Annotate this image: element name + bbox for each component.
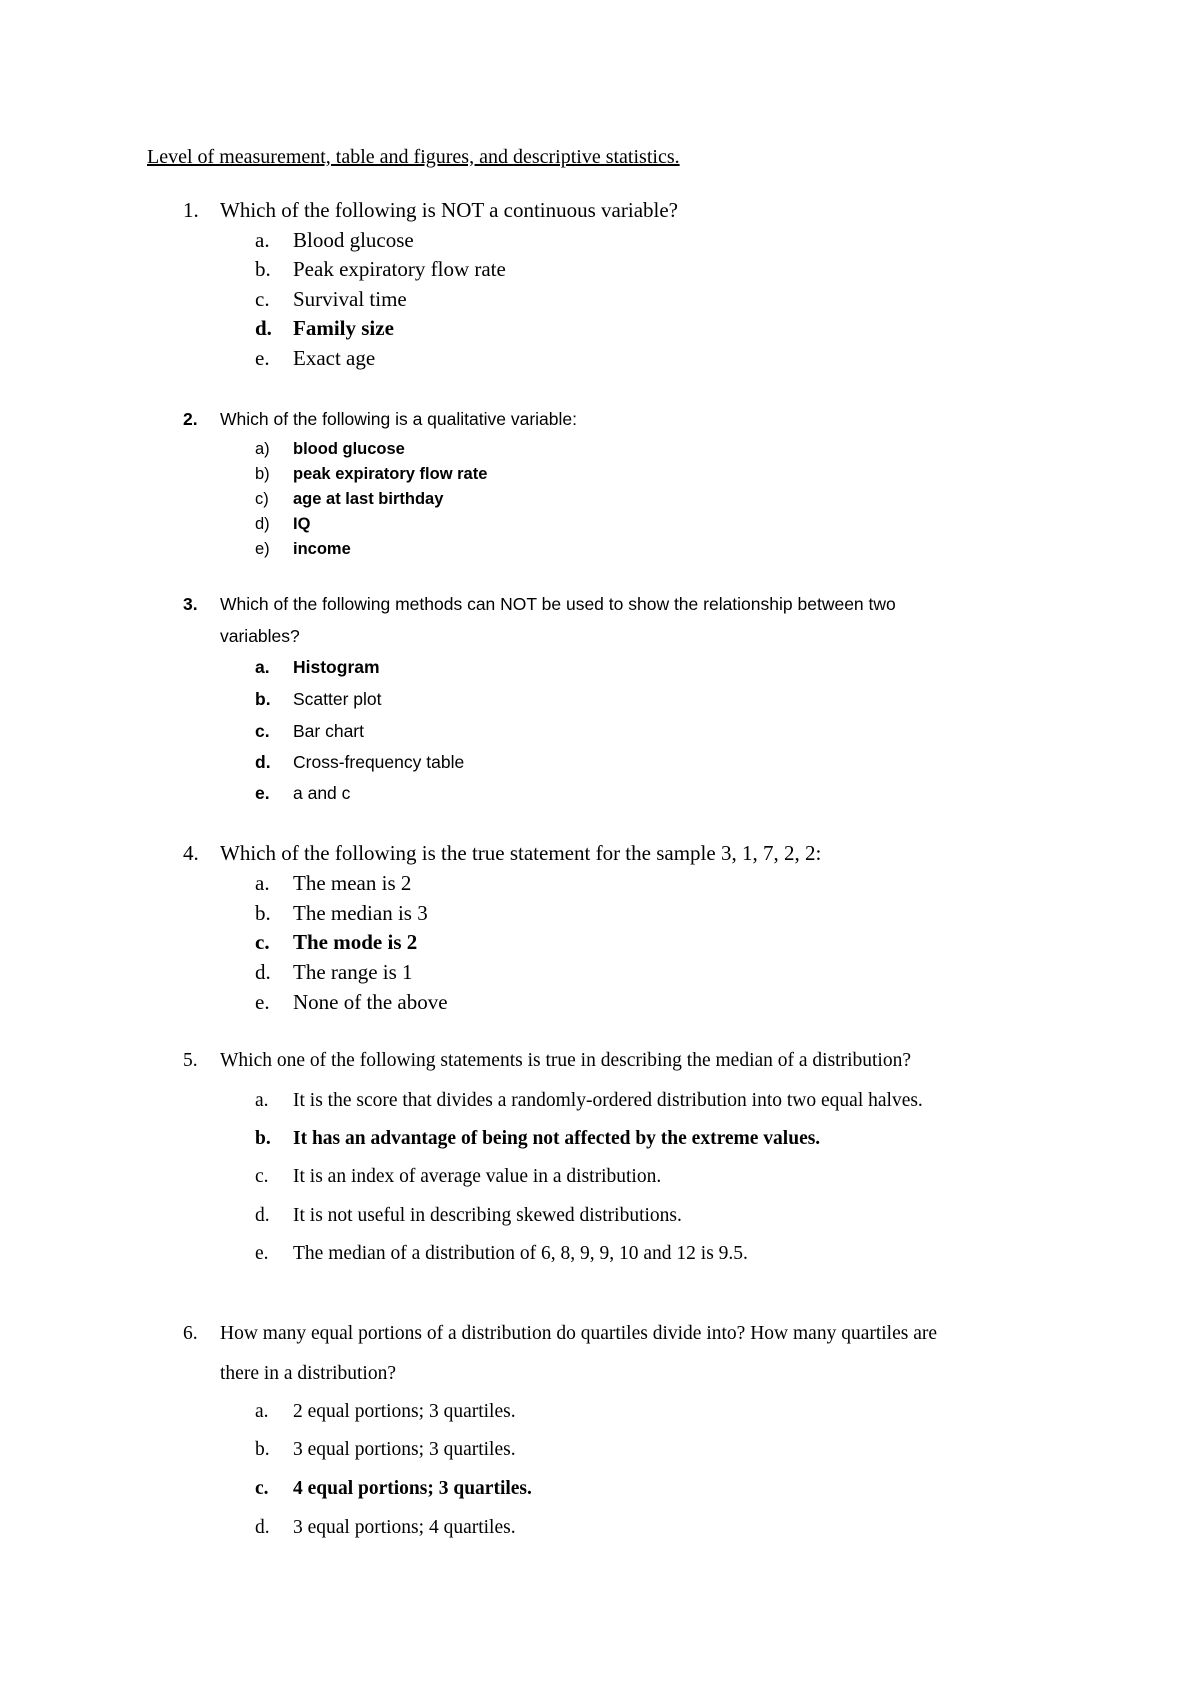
option-label: c) xyxy=(255,490,269,508)
option-label: c. xyxy=(255,287,270,311)
option-label: e. xyxy=(255,1243,269,1264)
question-text: Which of the following is NOT a continuous variable? xyxy=(220,198,679,222)
option-label: a. xyxy=(255,1401,269,1422)
option-text: The median is 3 xyxy=(293,901,428,925)
question-text-line-1: Which of the following methods can NOT be used to show the relationship between two xyxy=(220,594,896,614)
option-text-answer: Histogram xyxy=(293,657,380,677)
option-text: blood glucose xyxy=(293,440,405,458)
option-label: e) xyxy=(255,540,270,558)
option-label: b. xyxy=(255,1439,270,1460)
option-label: b. xyxy=(255,689,271,709)
option-text: Scatter plot xyxy=(293,689,382,709)
option-label: e. xyxy=(255,990,270,1014)
option-label: b) xyxy=(255,465,270,483)
option-text: The median of a distribution of 6, 8, 9, 9, 10 and 12 is 9.5. xyxy=(293,1243,748,1264)
option-text: Blood glucose xyxy=(293,228,414,252)
option-label-answer: b. xyxy=(255,1128,271,1149)
option-text: Cross-frequency table xyxy=(293,752,465,772)
option-label: d) xyxy=(255,515,270,533)
question-number: 6. xyxy=(183,1323,198,1344)
option-text: It is an index of average value in a distribution. xyxy=(293,1166,662,1187)
option-label: a. xyxy=(255,228,270,252)
option-text: IQ xyxy=(293,515,311,533)
option-text: Bar chart xyxy=(293,721,364,741)
option-text: The mean is 2 xyxy=(293,871,412,895)
option-text: The range is 1 xyxy=(293,960,413,984)
option-label: d. xyxy=(255,752,271,772)
option-label-answer: c. xyxy=(255,1478,269,1499)
question-text: Which of the following is a qualitative variable: xyxy=(220,409,577,429)
option-label: a) xyxy=(255,440,270,458)
option-text: 2 equal portions; 3 quartiles. xyxy=(293,1401,516,1422)
option-label: a. xyxy=(255,1090,269,1111)
option-label-answer: a. xyxy=(255,657,270,677)
option-label: b. xyxy=(255,257,271,281)
option-text: Peak expiratory flow rate xyxy=(293,257,506,281)
question-number: 5. xyxy=(183,1050,198,1071)
option-label: c. xyxy=(255,721,270,741)
question-number: 3. xyxy=(183,594,198,614)
option-text-answer: It has an advantage of being not affected by the extreme values. xyxy=(293,1128,821,1149)
option-text: None of the above xyxy=(293,990,448,1014)
option-text: peak expiratory flow rate xyxy=(293,465,488,483)
option-label: e. xyxy=(255,783,270,803)
option-text-answer: 4 equal portions; 3 quartiles. xyxy=(293,1478,532,1499)
question-text-line-2: variables? xyxy=(220,626,300,646)
question-text-line-1: How many equal portions of a distribution do quartiles divide into? How many quartiles are xyxy=(220,1323,938,1344)
option-label-answer: c. xyxy=(255,930,270,954)
option-label: b. xyxy=(255,901,271,925)
question-text-line-2: there in a distribution? xyxy=(220,1363,396,1384)
option-text: It is the score that divides a randomly-ordered distribution into two equal halves. xyxy=(293,1090,923,1111)
option-text: income xyxy=(293,540,351,558)
option-text: Exact age xyxy=(293,346,376,370)
question-number: 4. xyxy=(183,841,199,865)
option-text: age at last birthday xyxy=(293,490,444,508)
question-number: 1. xyxy=(183,198,199,222)
option-text-answer: The mode is 2 xyxy=(293,930,418,954)
option-label: d. xyxy=(255,960,271,984)
option-label: d. xyxy=(255,1517,270,1538)
question-text: Which one of the following statements is true in describing the median of a distribution? xyxy=(220,1050,912,1071)
question-text: Which of the following is the true statement for the sample 3, 1, 7, 2, 2: xyxy=(220,841,822,865)
option-text: 3 equal portions; 4 quartiles. xyxy=(293,1517,516,1538)
option-text-answer: Family size xyxy=(293,316,394,340)
option-label: c. xyxy=(255,1166,269,1187)
option-label: d. xyxy=(255,1205,270,1226)
option-label: e. xyxy=(255,346,270,370)
question-number: 2. xyxy=(183,409,198,429)
option-text: Survival time xyxy=(293,287,407,311)
document-title: Level of measurement, table and figures, and descriptive statistics. xyxy=(147,146,680,168)
option-text: It is not useful in describing skewed distributions. xyxy=(293,1205,682,1226)
option-label-answer: d. xyxy=(255,316,272,340)
option-text: a and c xyxy=(293,783,351,803)
option-text: 3 equal portions; 3 quartiles. xyxy=(293,1439,516,1460)
option-label: a. xyxy=(255,871,270,895)
